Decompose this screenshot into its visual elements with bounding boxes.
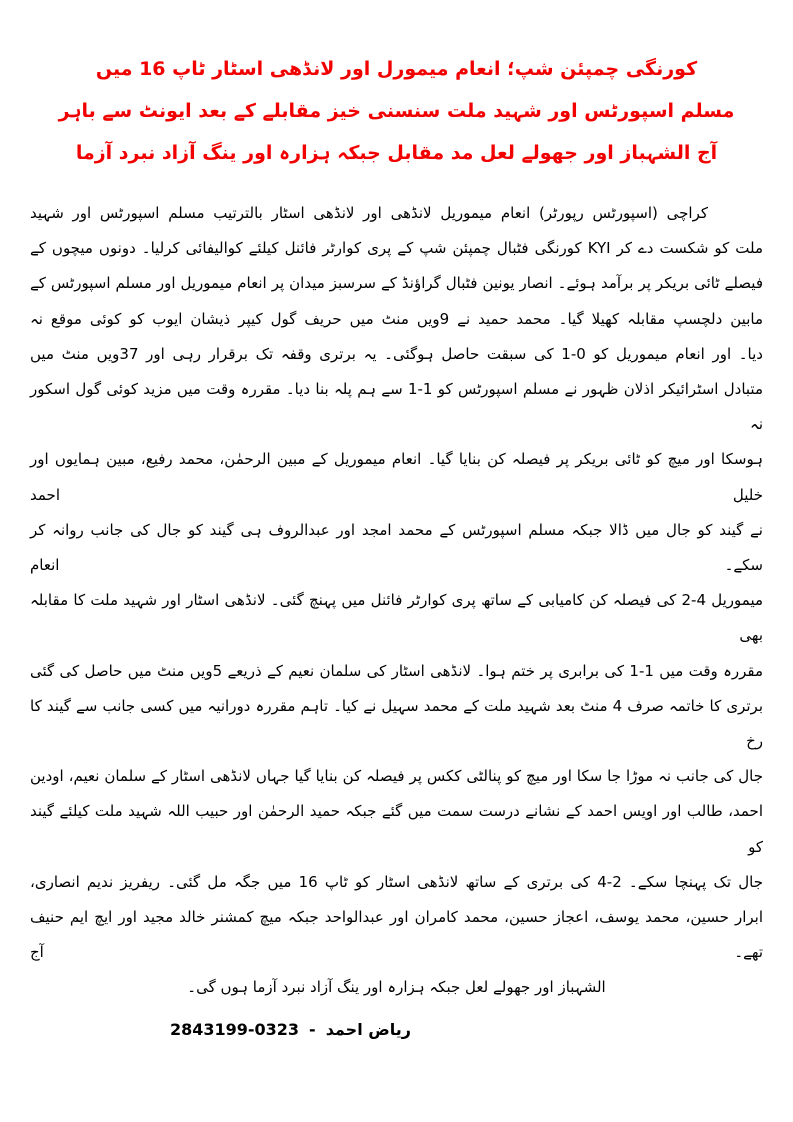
body-line: مقررہ وقت میں 1-1 کی برابری پر ختم ہوا۔ لانڈھی اسٹار کی سلمان نعیم کے ذریعے 5ویں منٹ میں حاصل کی گئی — [30, 661, 764, 680]
body-line: نے گیند کو جال میں ڈالا جبکہ مسلم اسپورٹس کے محمد امجد اور عبدالروف ہی گیند کو جال کی جانب روانہ کر سکے۔ انعام — [30, 520, 763, 575]
headline — [30, 48, 763, 174]
body-line: کراچی (اسپورٹس رپورٹر) انعام میموریل لانڈھی اور لانڈھی اسٹار بالترتیب مسلم اسپورٹس اور شہید — [30, 204, 708, 222]
body-line: ملت کو شکست دے کر KYI کورنگی فٹبال چمپئن شپ کے پری کوارٹر فائنل کیلئے کوالیفائی کرلیا۔ دونوں میچوں کے — [30, 239, 764, 258]
body-line: فیصلے ٹائی بریکر پر برآمد ہوئے۔ انصار یونین فٹبال گراؤنڈ کے سرسبز میدان پر انعام میموریل اور مسلم اسپورٹس کے — [30, 274, 763, 293]
body-line: جال تک پہنچا سکے۔ 2-4 کی برتری کے ساتھ لانڈھی اسٹار کو ٹاپ 16 میں جگہ مل گئی۔ ریفریز ندیم انصاری، — [30, 872, 763, 891]
signature-separator: - — [309, 1019, 316, 1039]
body-line: ابرار حسین، محمد یوسف، اعجاز حسین، محمد کامران اور عبدالواحد جبکہ میچ کمشنر خالد مجید اور ایچ ایم حنیف تھے۔ آج — [30, 908, 763, 962]
body-line: احمد، طالب اور اویس احمد کے نشانے درست سمت میں گئے جبکہ حمید الرحمٰن اور حبیب اللہ شہید ملت کیلئے گیند کو — [30, 802, 763, 856]
body-line: میموریل 4-2 کی فیصلہ کن کامیابی کے ساتھ پری کوارٹر فائنل میں پہنچ گئی۔ لانڈھی اسٹار اور شہید ملت کا مقابلہ بھی — [30, 591, 764, 645]
reporter-name: ریاض احمد — [325, 1019, 411, 1039]
body-line: الشہباز اور جھولے لعل جبکہ ہزارہ اور ینگ آزاد نبرد آزما ہوں گی۔ — [187, 978, 606, 997]
article-body — [30, 196, 763, 1006]
body-line: متبادل اسٹرائیکر اذلان ظہور نے مسلم اسپورٹس کو 1-1 سے ہم پلہ بنا دیا۔ مقررہ وقت میں مزید کوئی گول اسکور نہ — [30, 380, 763, 434]
reporter-phone: 0323-2843199 — [169, 1019, 300, 1039]
body-line: برتری کا خاتمہ صرف 4 منٹ بعد شہید ملت کے محمد سہیل نے کیا۔ تاہم مقررہ دورانیہ میں کسی جانب سے گیند کا رخ — [30, 696, 764, 751]
headline-line-2: مسلم اسپورٹس اور شہید ملت سنسنی خیز مقابلے کے بعد ایونٹ سے باہر — [58, 100, 735, 122]
body-line: ہوسکا اور میچ کو ٹائی بریکر پر فیصلہ کن بنایا گیا۔ انعام میموریل کے مبین الرحمٰن، محمد رفیع، مبین ہمایوں اور خلیل احمد — [30, 450, 763, 504]
body-line: جال کی جانب نہ موڑا جا سکا اور میچ کو پنالٹی ککس پر فیصلہ کن بنایا گیا جہاں لانڈھی اسٹار کے سلمان نعیم، اودین — [30, 767, 763, 786]
headline-line-1: کورنگی چمپئن شپ؛ انعام میمورل اور لانڈھی اسٹار ٹاپ 16 میں — [95, 58, 698, 80]
signature-line — [30, 1020, 763, 1039]
headline-line-3: آج الشہباز اور جھولے لعل مد مقابل جبکہ ہزارہ اور ینگ آزاد نبرد آزما — [75, 142, 718, 164]
body-line: مابین دلچسپ مقابلہ کھیلا گیا۔ محمد حمید نے 9ویں منٹ میں حریف گول کیپر ذیشان ایوب کو کوئی موقع نہ — [30, 309, 763, 328]
body-line: دیا۔ اور انعام میموریل کو 0-1 کی سبقت حاصل ہوگئی۔ یہ برتری وقفہ تک برقرار رہی اور 37ویں منٹ میں — [30, 344, 763, 363]
